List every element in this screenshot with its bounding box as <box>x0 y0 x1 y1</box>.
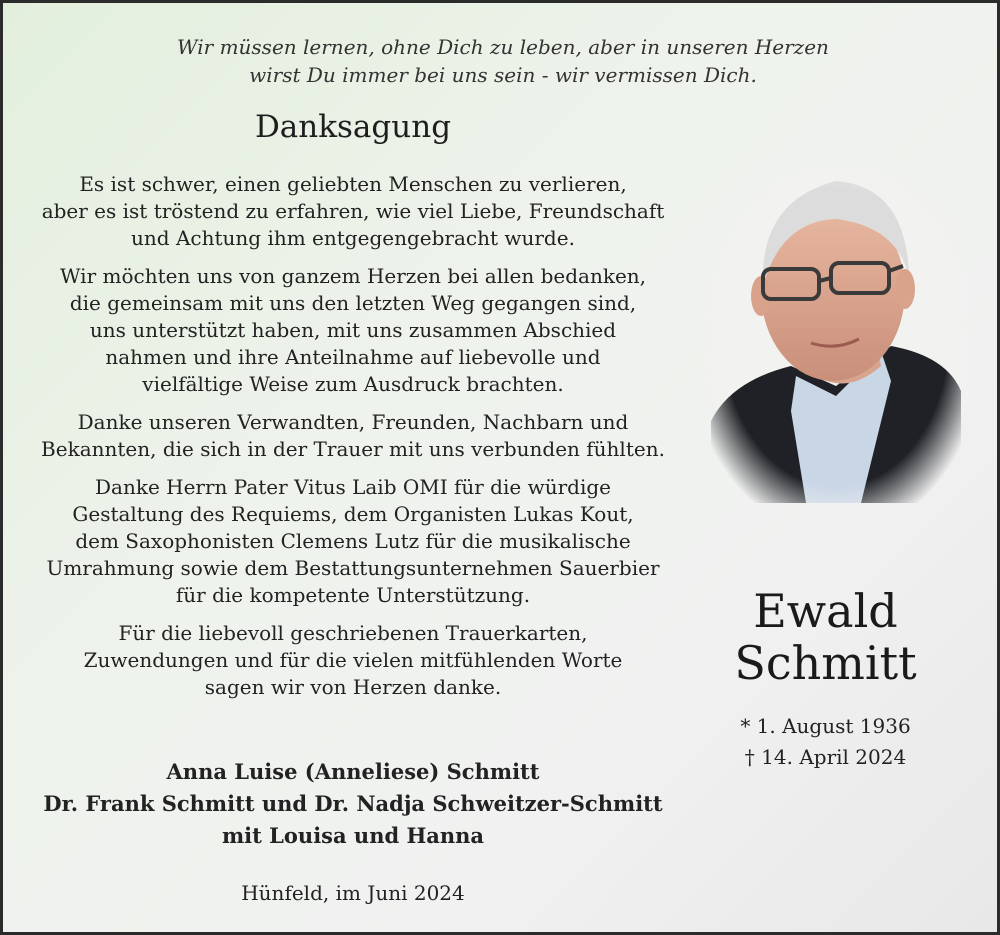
signature-line: Anna Luise (Anneliese) Schmitt <box>166 759 540 784</box>
text-line: nahmen und ihre Anteilnahme auf liebevolle und <box>105 345 601 369</box>
paragraph <box>33 620 673 701</box>
text-line: und Achtung ihm entgegengebracht wurde. <box>131 226 575 250</box>
text-line: vielfältige Weise zum Ausdruck brachten. <box>142 372 564 396</box>
text-line: aber es ist tröstend zu erfahren, wie viel Liebe, Freundschaft <box>41 199 665 223</box>
notice-heading: Danksagung <box>254 109 452 145</box>
thanks-text <box>33 171 673 712</box>
first-name: Ewald <box>753 584 898 638</box>
text-line: für die kompetente Unterstützung. <box>175 583 531 607</box>
signature-line: mit Louisa und Hanna <box>221 823 485 848</box>
portrait-photo <box>711 171 961 503</box>
motto-line: wirst Du immer bei uns sein - wir vermissen Dich. <box>249 63 757 87</box>
text-line: die gemeinsam mit uns den letzten Weg gegangen sind, <box>69 291 637 315</box>
text-line: Wir möchten uns von ganzem Herzen bei allen bedanken, <box>59 264 647 288</box>
place-and-date: Hünfeld, im Juni 2024 <box>241 881 465 905</box>
last-name: Schmitt <box>734 636 917 690</box>
text-line: Gestaltung des Requiems, dem Organisten Lukas Kout, <box>72 502 634 526</box>
family-signatures <box>33 756 673 852</box>
text-line: uns unterstützt haben, mit uns zusammen Abschied <box>89 318 617 342</box>
signature-line: Dr. Frank Schmitt und Dr. Nadja Schweitzer-Schmitt <box>43 791 663 816</box>
paragraph <box>33 263 673 398</box>
paragraph <box>33 474 673 609</box>
text-line: Bekannten, die sich in der Trauer mit uns verbunden fühlten. <box>41 437 665 461</box>
memorial-motto <box>103 33 903 89</box>
text-line: Es ist schwer, einen geliebten Menschen zu verlieren, <box>79 172 627 196</box>
text-line: sagen wir von Herzen danke. <box>204 675 502 699</box>
life-dates <box>703 711 948 773</box>
death-date: † 14. April 2024 <box>744 745 907 769</box>
paragraph <box>33 409 673 463</box>
text-line: dem Saxophonisten Clemens Lutz für die musikalische <box>75 529 631 553</box>
text-line: Für die liebevoll geschriebenen Trauerkarten, <box>118 621 588 645</box>
text-line: Umrahmung sowie dem Bestattungsunternehmen Sauerbier <box>46 556 660 580</box>
text-line: Danke unseren Verwandten, Freunden, Nachbarn und <box>77 410 629 434</box>
paragraph <box>33 171 673 252</box>
motto-line: Wir müssen lernen, ohne Dich zu leben, aber in unseren Herzen <box>177 35 829 59</box>
text-line: Danke Herrn Pater Vitus Laib OMI für die würdige <box>95 475 611 499</box>
birth-date: * 1. August 1936 <box>740 714 911 738</box>
deceased-name <box>703 585 948 689</box>
text-line: Zuwendungen und für die vielen mitfühlenden Worte <box>83 648 623 672</box>
